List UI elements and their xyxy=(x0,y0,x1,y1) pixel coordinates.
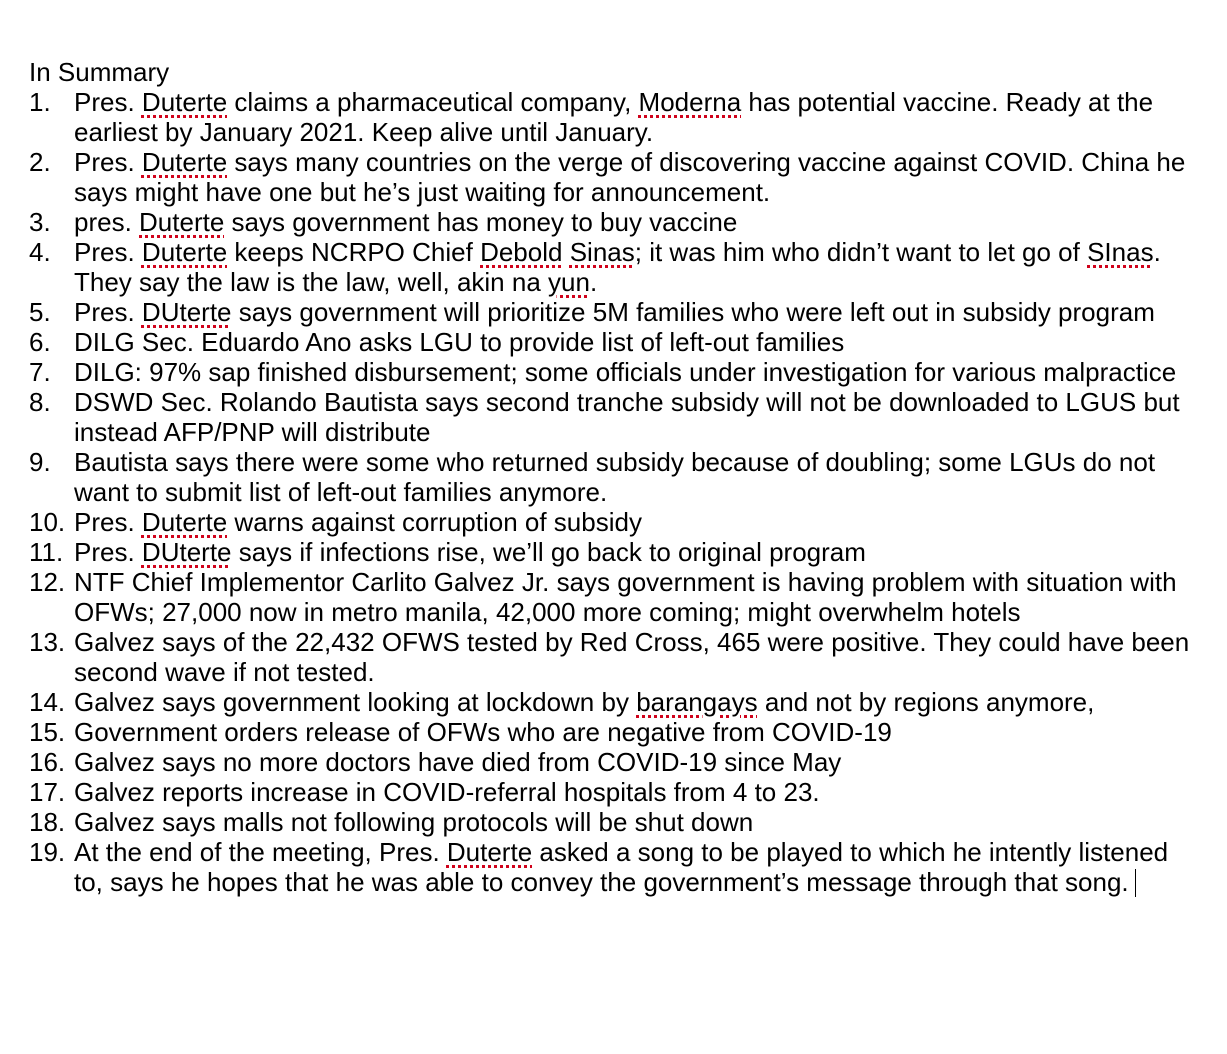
list-item-text xyxy=(74,357,1176,387)
text-cursor xyxy=(1135,869,1136,897)
text-segment: Galvez says of the 22,432 OFWS tested by Red Cross, 465 were positive. They could have been second wave if not tested. xyxy=(74,627,1190,687)
list-item-number: 9. xyxy=(29,447,51,477)
spellcheck-flagged-word[interactable]: barangays xyxy=(636,687,758,717)
text-segment: pres. xyxy=(74,207,140,237)
list-item-number: 1. xyxy=(29,87,51,117)
spellcheck-flagged-word[interactable]: Duterte xyxy=(446,837,533,867)
list-item-number: 19. xyxy=(29,837,66,867)
document-body[interactable] xyxy=(29,57,1204,897)
spellcheck-flagged-word[interactable]: yun xyxy=(548,267,590,297)
text-segment: DILG: 97% sap finished disbursement; some officials under investigation for various malpractice xyxy=(74,357,1177,387)
list-item-number: 17. xyxy=(29,777,66,807)
text-segment: keeps NCRPO Chief xyxy=(227,237,481,267)
list-item-number: 2. xyxy=(29,147,51,177)
list-item-number: 8. xyxy=(29,387,51,417)
list-item xyxy=(29,837,1204,897)
list-item-text xyxy=(74,717,892,747)
list-item-text xyxy=(74,627,1189,687)
spellcheck-flagged-word[interactable]: SInas xyxy=(1087,237,1154,267)
list-item-number: 10. xyxy=(29,507,66,537)
text-segment: has potential vaccine. Ready at the earliest by January 2021. Keep alive until January. xyxy=(74,87,1154,147)
text-segment: Galvez says government looking at lockdown by xyxy=(74,687,637,717)
list-item-number: 11. xyxy=(29,537,64,567)
list-item-text xyxy=(74,567,1177,627)
list-item-text xyxy=(74,297,1155,327)
text-segment: Pres. xyxy=(74,237,142,267)
text-segment: . They say the law is the law, well, akin na xyxy=(74,237,1161,297)
list-item xyxy=(29,777,1204,807)
list-item xyxy=(29,747,1204,777)
list-item-number: 16. xyxy=(29,747,66,777)
list-item xyxy=(29,687,1204,717)
list-item-text xyxy=(74,327,844,357)
text-segment: and not by regions anymore, xyxy=(757,687,1095,717)
spellcheck-flagged-word[interactable]: Duterte xyxy=(141,147,228,177)
list-item-text xyxy=(74,537,866,567)
list-item-number: 13. xyxy=(29,627,66,657)
list-item-text xyxy=(74,837,1168,897)
list-item xyxy=(29,447,1204,507)
spellcheck-flagged-word[interactable]: Sinas xyxy=(569,237,635,267)
text-segment: says many countries on the verge of discovering vaccine against COVID. China he says might have one but he’s just waiting for announcement. xyxy=(74,147,1186,207)
list-item-text xyxy=(74,237,1161,297)
text-segment: Galvez says no more doctors have died from COVID-19 since May xyxy=(74,747,842,777)
text-segment: claims a pharmaceutical company, xyxy=(227,87,639,117)
list-item-number: 3. xyxy=(29,207,51,237)
text-segment: Pres. xyxy=(74,87,142,117)
list-item xyxy=(29,387,1204,447)
list-item xyxy=(29,807,1204,837)
text-segment: Pres. xyxy=(74,507,142,537)
list-item-text xyxy=(74,747,841,777)
spellcheck-flagged-word[interactable]: Moderna xyxy=(638,87,742,117)
text-segment: DILG Sec. Eduardo Ano asks LGU to provide list of left-out families xyxy=(74,327,845,357)
text-segment: ; it was him who didn’t want to let go of xyxy=(634,237,1088,267)
text-segment: At the end of the meeting, Pres. xyxy=(74,837,447,867)
text-segment: DSWD Sec. Rolando Bautista says second tranche subsidy will not be downloaded to LGUS but instead AFP/PNP will distribute xyxy=(74,387,1180,447)
text-segment: says government has money to buy vaccine xyxy=(224,207,738,237)
list-item xyxy=(29,357,1204,387)
spellcheck-flagged-word[interactable]: Debold xyxy=(480,237,563,267)
text-segment: asked a song to be played to which he intently listened to, says he hopes that he was able to convey the government’s message through that song. xyxy=(74,837,1169,897)
list-item-number: 5. xyxy=(29,297,51,327)
list-item-number: 15. xyxy=(29,717,66,747)
list-item-number: 7. xyxy=(29,357,51,387)
spellcheck-flagged-word[interactable]: Duterte xyxy=(141,507,228,537)
summary-heading: In Summary xyxy=(29,57,170,87)
list-item-text xyxy=(74,777,820,807)
text-segment: . xyxy=(589,267,598,297)
list-item-text xyxy=(74,687,1094,717)
text-segment xyxy=(562,237,569,267)
list-item xyxy=(29,147,1204,207)
list-item xyxy=(29,327,1204,357)
spellcheck-flagged-word[interactable]: Duterte xyxy=(141,87,228,117)
text-segment: Galvez reports increase in COVID-referral hospitals from 4 to 23. xyxy=(74,777,820,807)
list-item-text xyxy=(74,207,737,237)
text-segment: Bautista says there were some who returned subsidy because of doubling; some LGUs do not want to submit list of left-out families anymore. xyxy=(74,447,1156,507)
text-segment: Pres. xyxy=(74,537,142,567)
spellcheck-flagged-word[interactable]: Duterte xyxy=(141,237,228,267)
text-segment: Pres. xyxy=(74,297,142,327)
list-item-text xyxy=(74,147,1185,207)
list-item-number: 14. xyxy=(29,687,66,717)
list-item xyxy=(29,87,1204,147)
list-item xyxy=(29,567,1204,627)
text-segment: warns against corruption of subsidy xyxy=(227,507,642,537)
list-item-text xyxy=(74,507,642,537)
text-segment: Galvez says malls not following protocols will be shut down xyxy=(74,807,754,837)
spellcheck-flagged-word[interactable]: Duterte xyxy=(139,207,225,237)
list-item xyxy=(29,627,1204,687)
summary-list xyxy=(29,87,1204,897)
list-item xyxy=(29,207,1204,237)
text-segment: Pres. xyxy=(74,147,142,177)
list-item xyxy=(29,297,1204,327)
list-item-number: 6. xyxy=(29,327,51,357)
text-segment: says government will prioritize 5M families who were left out in subsidy program xyxy=(231,297,1155,327)
list-item-text xyxy=(74,447,1155,507)
list-item-number: 12. xyxy=(29,567,66,597)
text-segment: says if infections rise, we’ll go back to original program xyxy=(231,537,866,567)
text-segment: NTF Chief Implementor Carlito Galvez Jr. says government is having problem with situation with OFWs; 27,000 now in metro manila, 42,000 more coming; might overwhelm hotels xyxy=(74,567,1177,627)
text-segment: Government orders release of OFWs who are negative from COVID-19 xyxy=(74,717,892,747)
list-item-number: 18. xyxy=(29,807,66,837)
spellcheck-flagged-word[interactable]: DUterte xyxy=(141,297,232,327)
list-item-text xyxy=(74,87,1153,147)
list-item-text xyxy=(74,807,753,837)
list-item-number: 4. xyxy=(29,237,51,267)
list-item xyxy=(29,717,1204,747)
list-item-text xyxy=(74,387,1180,447)
list-item xyxy=(29,237,1204,297)
list-item xyxy=(29,507,1204,537)
spellcheck-flagged-word[interactable]: DUterte xyxy=(141,537,232,567)
list-item xyxy=(29,537,1204,567)
